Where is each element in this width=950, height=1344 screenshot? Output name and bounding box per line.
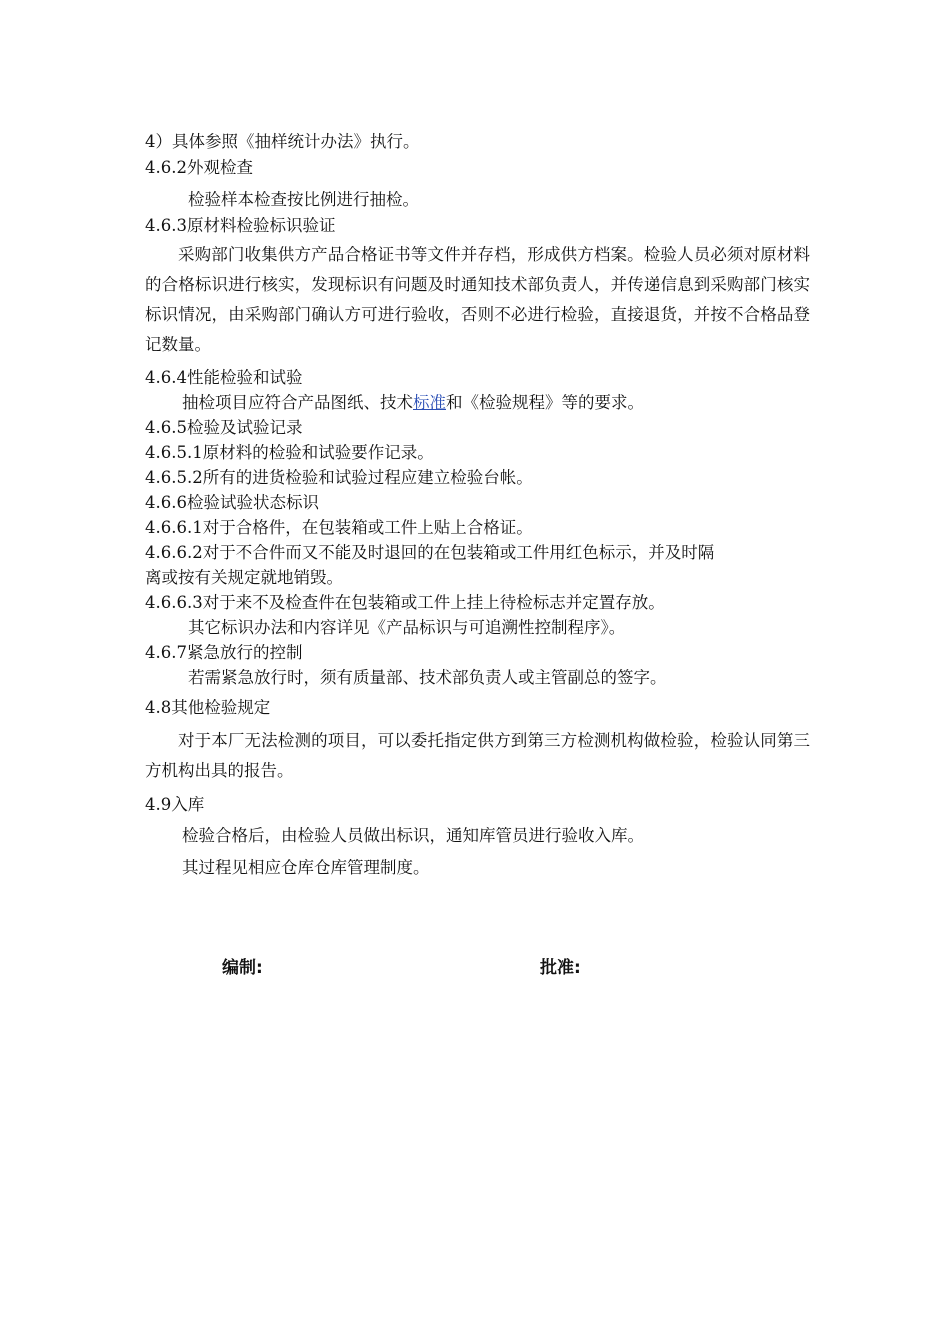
standard-link[interactable]: 标准 <box>413 393 446 412</box>
section-heading-4-6-3: 4.6.3原材料检验标识验证 <box>145 216 336 235</box>
paragraph-raw-material-verification: 采购部门收集供方产品合格证书等文件并存档，形成供方档案。检验人员必须对原材料的合格标识进行核实，发现标识有问题及时通知技术部负责人，并传递信息到采购部门核实标识情况，由采购部门确认方可进行验收，否则不必进行检验，直接退货，并按不合格品登记数量。 <box>145 245 810 354</box>
section-heading-4-6-4: 4.6.4性能检验和试验 <box>145 368 303 387</box>
text-line: 4.6.5.2所有的进货检验和试验过程应建立检验台帐。 <box>145 468 533 487</box>
text-line <box>182 393 644 413</box>
signature-compile-label: 编制: <box>222 958 263 978</box>
section-heading-4-6-6: 4.6.6检验试验状态标识 <box>145 493 319 512</box>
text-line: 离或按有关规定就地销毁。 <box>145 568 343 587</box>
text-line: 4）具体参照《抽样统计办法》执行。 <box>145 132 420 151</box>
text-segment: 和《检验规程》等的要求。 <box>446 393 644 412</box>
text-line: 4.6.5.1原材料的检验和试验要作记录。 <box>145 443 434 462</box>
text-line: 其过程见相应仓库仓库管理制度。 <box>182 858 430 877</box>
section-heading-4-6-7: 4.6.7紧急放行的控制 <box>145 643 303 662</box>
text-line: 检验合格后，由检验人员做出标识，通知库管员进行验收入库。 <box>182 826 644 845</box>
section-heading-4-9: 4.9入库 <box>145 795 205 814</box>
text-line: 其它标识办法和内容详见《产品标识与可追溯性控制程序》。 <box>188 618 626 637</box>
text-line: 4.6.6.2对于不合件而又不能及时退回的在包装箱或工件用红色标示，并及时隔 <box>145 543 715 562</box>
section-heading-4-8: 4.8其他检验规定 <box>145 698 271 717</box>
text-line: 检验样本检查按比例进行抽检。 <box>188 190 419 209</box>
text-line: 若需紧急放行时，须有质量部、技术部负责人或主管副总的签字。 <box>188 668 667 687</box>
section-heading-4-6-2: 4.6.2外观检查 <box>145 158 253 177</box>
signature-approve-label: 批准: <box>540 958 581 978</box>
section-heading-4-6-5: 4.6.5检验及试验记录 <box>145 418 303 437</box>
text-line: 4.6.6.3对于来不及检查件在包装箱或工件上挂上待检标志并定置存放。 <box>145 593 665 612</box>
text-segment: 抽检项目应符合产品图纸、技术 <box>182 393 413 412</box>
paragraph-third-party-inspection: 对于本厂无法检测的项目，可以委托指定供方到第三方检测机构做检验，检验认同第三方机构出具的报告。 <box>145 731 810 780</box>
text-line: 4.6.6.1对于合格件，在包装箱或工件上贴上合格证。 <box>145 518 533 537</box>
